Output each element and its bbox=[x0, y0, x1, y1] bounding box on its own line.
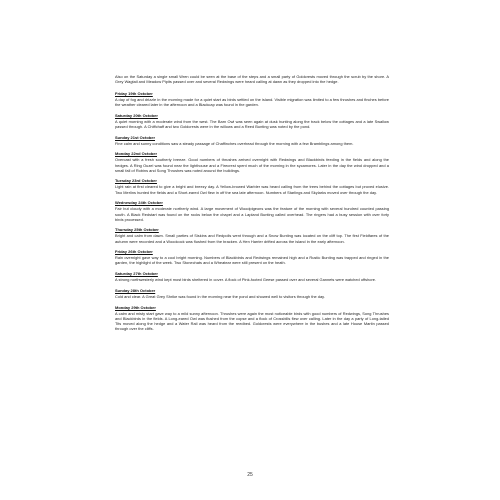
entry-text: Fair but cloudy with a moderate northerly wind. A large movement of Woodpigeons was the feature of the morning with several hundred counted passing south. A Black Redstart was found on the rocks below the chapel and a Lapland Bunting called overhead. The ringers had a busy session with over forty birds processed. bbox=[115, 206, 389, 222]
entry-date: Monday 22nd October bbox=[115, 151, 158, 157]
entry-text: A calm and misty start gave way to a mild sunny afternoon. Thrushes were again the most noticeable birds with good numbers of Redwings, Song Thrushes and Blackbirds in the fields. A Long-eared Owl was flushed from the copse and a flock of Crossbills flew over calling. Later in the day a party of Long-tailed Tits moved along the hedge and a Water Rail was heard from the reedbed. Goldcrests were everywhere in the bushes and a late House Martin passed through over the cliffs. bbox=[115, 310, 389, 332]
entry-date: Saturday 27th October bbox=[115, 271, 158, 277]
entry-text: Rain overnight gave way to a cool bright morning. Numbers of Blackbirds and Redwings remained high and a Rustic Bunting was trapped and ringed in the garden, the highlight of the week. Two Stonechats and a Wheatear were still present on the heath. bbox=[115, 255, 389, 266]
entry-date: Friday 26th October bbox=[115, 249, 153, 255]
entry-text: A day of fog and drizzle in the morning made for a quiet start as birds settled on the island. Visible migration was limited to a few thrushes and finches before the weather cleared later in the afternoon and a Blackcap was found in the garden. bbox=[115, 96, 389, 107]
entry-date: Saturday 20th October bbox=[115, 112, 158, 118]
diary-content bbox=[115, 74, 389, 337]
diary-entries bbox=[115, 91, 389, 332]
entry-text: A quiet morning with a moderate wind from the west. The Barn Owl was seen again at dusk hunting along the track below the cottages and a late Swallow passed through. A Chiffchaff and two Goldcrests were in the willows and a Reed Bunting was noted by the pond. bbox=[115, 118, 389, 129]
entry-text: Fine calm and sunny conditions saw a steady passage of Chaffinches overhead through the morning with a few Bramblings among them. bbox=[115, 140, 354, 146]
entry-date: Monday 29th October bbox=[115, 304, 156, 310]
entry-text: Overcast with a fresh southerly breeze. Good numbers of thrushes arrived overnight with Redwings and Blackbirds feeding in the fields and along the hedges. A Ring Ouzel was found near the lighthouse and a Firecrest spent much of the morning in the sycamores. Later in the day the wind dropped and a small fall of Robins and Song Thrushes was noted around the buildings. bbox=[115, 157, 389, 173]
entry-date: Wednesday 24th October bbox=[115, 200, 163, 206]
entry-date: Thursday 25th October bbox=[115, 227, 159, 233]
diary-entry bbox=[115, 113, 389, 129]
diary-entry bbox=[115, 288, 389, 299]
diary-entry bbox=[115, 271, 389, 282]
diary-entry bbox=[115, 178, 389, 194]
diary-entry bbox=[115, 151, 389, 172]
entry-text: Bright and calm from dawn. Small parties of Siskins and Redpolls went through and a Snow Bunting was located on the cliff top. The first Fieldfares of the autumn were recorded and a Woodcock was flushed from the bracken. A Hen Harrier drifted across the island in the early afternoon. bbox=[115, 233, 389, 244]
diary-entry bbox=[115, 135, 389, 146]
intro-paragraph: Also on the Saturday a single small Wren could be seen at the base of the steps and a small party of Goldcrests moved through the scrub by the shore. A Grey Wagtail and Meadow Pipits passed over and several Redwings were heard calling at dawn as they dropped into the hedge. bbox=[115, 74, 389, 85]
entry-date: Friday 19th October bbox=[115, 90, 153, 96]
entry-text: Cold and clear. A Great Grey Shrike was found in the morning near the pond and showed well to visitors through the day. bbox=[115, 293, 325, 299]
diary-entry bbox=[115, 305, 389, 332]
entry-date: Sunday 21st October bbox=[115, 134, 156, 140]
page-number: 25 bbox=[247, 472, 253, 478]
entry-date: Sunday 28th October bbox=[115, 287, 156, 293]
diary-entry bbox=[115, 249, 389, 265]
diary-entry bbox=[115, 227, 389, 243]
entry-text: A strong northwesterly wind kept most birds sheltered in cover. A flock of Pink-footed Geese passed over and several Gannets were watched offshore. bbox=[115, 277, 377, 283]
entry-date: Tuesday 23rd October bbox=[115, 178, 157, 184]
diary-entry bbox=[115, 91, 389, 107]
entry-text: Light rain at first cleared to give a bright and breezy day. A Yellow-browed Warbler was heard calling from the trees behind the cottages but proved elusive. Two Merlins hunted the fields and a Short-eared Owl flew in off the sea late afternoon. Numbers of Starlings and Skylarks moved over through the day. bbox=[115, 184, 389, 195]
diary-entry bbox=[115, 200, 389, 221]
